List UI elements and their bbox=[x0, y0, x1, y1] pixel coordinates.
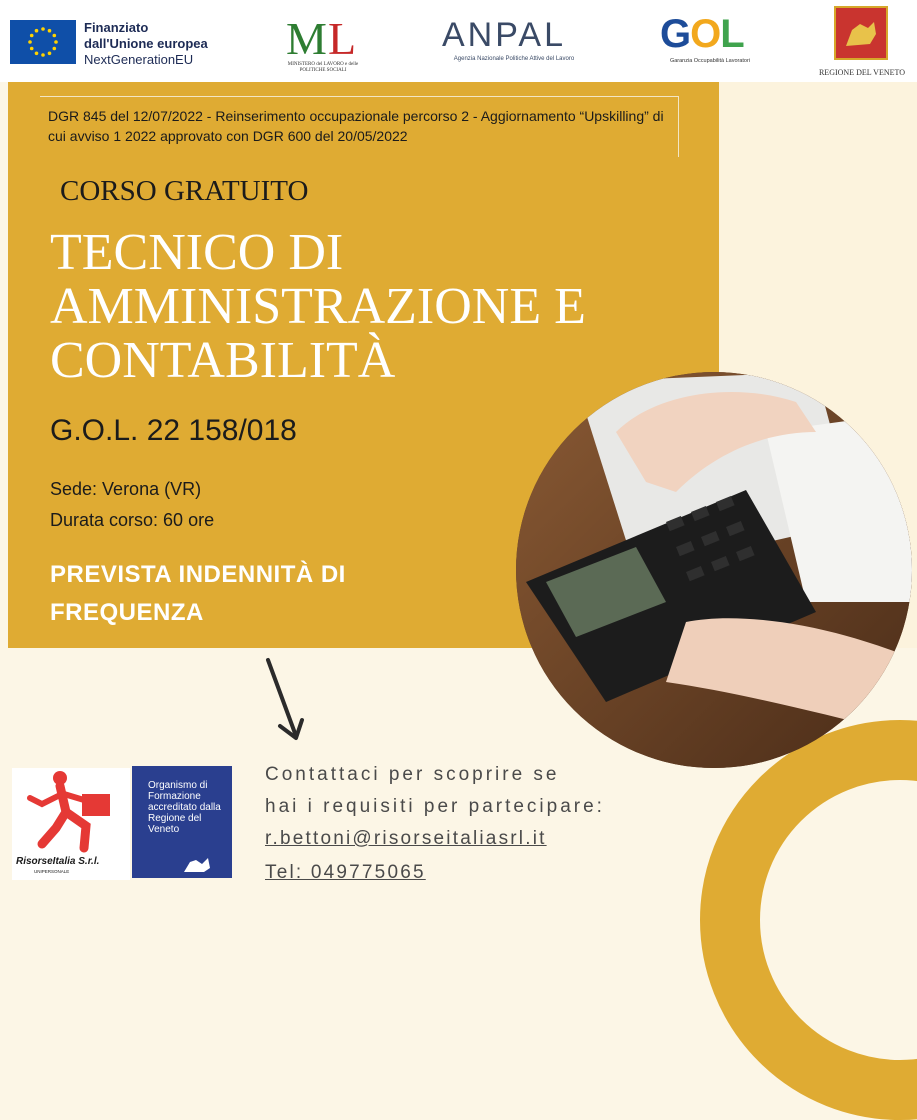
eu-flag-icon bbox=[10, 20, 76, 64]
course-title: TECNICO DI AMMINISTRAZIONE E CONTABILITÀ bbox=[50, 224, 586, 389]
eu-line3: NextGenerationEU bbox=[84, 52, 194, 67]
gol-caption: Garanzia Occupabilità Lavoratori bbox=[669, 58, 751, 64]
email-link[interactable]: r.bettoni@risorseitaliasrl.it bbox=[265, 828, 547, 849]
anpal-logo bbox=[434, 12, 594, 72]
veneto-lion-icon bbox=[834, 6, 888, 60]
risorse-name: RisorseItalia S.r.l. bbox=[16, 856, 100, 867]
eu-line2: dall'Unione europea bbox=[84, 36, 208, 51]
veneto-caption: REGIONE DEL VENETO bbox=[818, 68, 906, 77]
course-code: G.O.L. 22 158/018 bbox=[50, 414, 297, 447]
running-man-icon bbox=[12, 768, 130, 856]
veneto-lion-small-icon bbox=[182, 856, 212, 874]
allowance-notice: PREVISTA INDENNITÀ DI FREQUENZA bbox=[50, 561, 346, 626]
gol-logo bbox=[660, 12, 760, 74]
risorse-italia-logo bbox=[12, 768, 130, 880]
logo-bar bbox=[0, 0, 917, 82]
anpal-caption: Agenzia Nazionale Politiche Attive del Lavoro bbox=[453, 56, 575, 62]
accreditation-text: Organismo di Formazione accreditato dalla Regione del Veneto bbox=[148, 780, 221, 835]
course-label: CORSO GRATUITO bbox=[60, 175, 309, 207]
anpal-word: ANPAL bbox=[442, 16, 566, 54]
arrow-down-icon bbox=[258, 656, 318, 746]
eu-line1: Finanziato bbox=[84, 20, 149, 35]
calculator-photo bbox=[516, 372, 912, 768]
accreditation-badge bbox=[132, 766, 232, 878]
eu-logo-text bbox=[84, 20, 208, 68]
veneto-logo bbox=[812, 6, 912, 80]
phone-link[interactable]: Tel: 049775065 bbox=[265, 862, 426, 883]
course-location: Sede: Verona (VR) bbox=[50, 479, 202, 499]
dgr-text: DGR 845 del 12/07/2022 - Reinserimento occupazionale percorso 2 - Aggiornamento “Upskilling” di cui avviso 1 2022 approvato con DGR 600 del 20/05/2022 bbox=[48, 108, 664, 144]
contact-line-2: hai i requisiti per partecipare: bbox=[265, 796, 605, 817]
decorative-ring bbox=[700, 720, 917, 1120]
svg-text:M: M bbox=[286, 13, 327, 60]
ministry-logo bbox=[278, 12, 368, 78]
ministry-monogram-icon bbox=[278, 12, 368, 60]
ministry-caption: MINISTERO del LAVORO e delle POLITICHE SOCIALI bbox=[287, 62, 359, 73]
svg-text:L: L bbox=[328, 13, 357, 60]
eu-logo bbox=[10, 20, 235, 66]
gol-word: GOL bbox=[660, 12, 744, 56]
risorse-sub: UNIPERSONALE bbox=[34, 869, 70, 874]
course-duration: Durata corso: 60 ore bbox=[50, 510, 215, 530]
contact-line-1: Contattaci per scoprire se bbox=[265, 764, 560, 785]
